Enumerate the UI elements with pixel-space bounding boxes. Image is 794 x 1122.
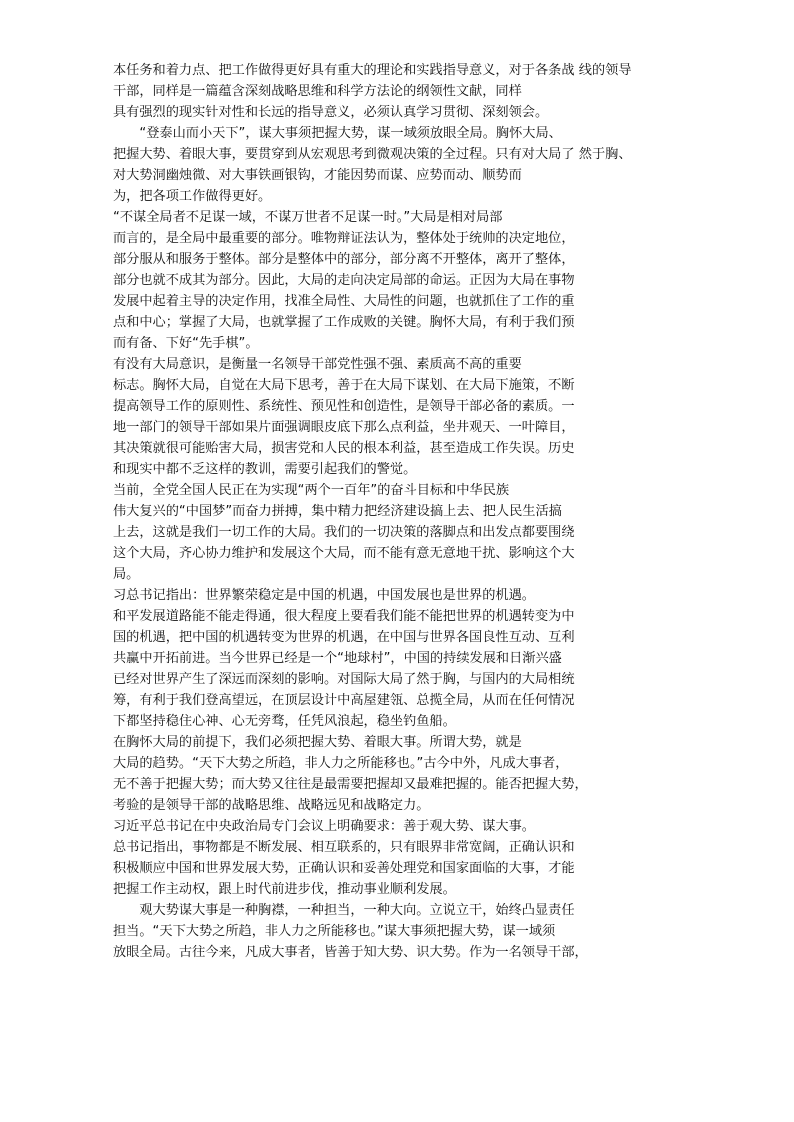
- text-line: 大局的趋势。“天下大势之所趋，非人力之所能移也。”古今中外，凡成大事者，: [113, 756, 569, 771]
- text-line: 上去，这就是我们一切工作的大局。我们的一切决策的落脚点和出发点都要围绕: [113, 525, 575, 540]
- text-line: 放眼全局。古往今来，凡成大事者，皆善于知大势、识大势。作为一名领导干部，: [113, 945, 588, 960]
- text-line: 伟大复兴的“中国梦”而奋力拼搏，集中精力把经济建设搞上去、把人民生活搞: [113, 504, 562, 519]
- text-line: 习近平总书记在中央政治局专门会议上明确要求：善于观大势、谋大事。: [113, 819, 535, 834]
- text-line: 观大势谋大事是一种胸襟，一种担当，一种大向。立说立干，始终凸显责任: [113, 903, 575, 918]
- text-line: 已经对世界产生了深远而深刻的影响。对国际大局了然于胸，与国内的大局相统: [113, 672, 575, 687]
- text-line: 为，把各项工作做得更好。: [113, 189, 272, 204]
- text-line: 把握工作主动权，跟上时代前进步伐，推动事业顺利发展。: [113, 882, 456, 897]
- text-line: 下都坚持稳住心神、心无旁骛，任凭风浪起，稳坐钓鱼船。: [113, 714, 456, 729]
- text-line: 筹，有利于我们登高望远，在顶层设计中高屋建瓴、总揽全局，从而在任何情况: [113, 693, 575, 708]
- text-line: 这个大局，齐心协力维护和发展这个大局，而不能有意无意地干扰、影响这个大: [113, 546, 575, 561]
- text-line: 对大势洞幽烛微、对大事铁画银钩，才能因势而谋、应势而动、顺势而: [113, 168, 522, 183]
- text-line: 标志。胸怀大局，自觉在大局下思考，善于在大局下谋划、在大局下施策，不断: [113, 378, 575, 393]
- text-line: 有没有大局意识，是衡量一名领导干部党性强不强、素质高不高的重要: [113, 357, 522, 372]
- text-line: 干部，同样是一篇蕴含深刻战略思维和科学方法论的纲领性文献，同样: [113, 84, 522, 99]
- text-line: 本任务和着力点、把工作做得更好具有重大的理论和实践指导意义，对于各条战 线的领导: [113, 63, 632, 78]
- text-line: 担当。“天下大势之所趋，非人力之所能移也。”谋大事须把握大势，谋一域须: [113, 924, 556, 939]
- text-line: 和平发展道路能不能走得通，很大程度上要看我们能不能把世界的机遇转变为中: [113, 609, 575, 624]
- text-line: 地一部门的领导干部如果片面强调眼皮底下那么点利益，坐井观天、一叶障目，: [113, 420, 575, 435]
- text-line: 而有备、下好“先手棋”。: [113, 336, 259, 351]
- text-line: 发展中起着主导的决定作用，找准全局性、大局性的问题，也就抓住了工作的重: [113, 294, 575, 309]
- text-line: 当前，全党全国人民正在为实现“两个一百年”的奋斗目标和中华民族: [113, 483, 510, 498]
- text-line: 共赢中开拓前进。当今世界已经是一个“地球村”，中国的持续发展和日渐兴盛: [113, 651, 562, 666]
- text-line: 提高领导工作的原则性、系统性、预见性和创造性，是领导干部必备的素质。一: [113, 399, 575, 414]
- text-line: 考验的是领导干部的战略思维、战略远见和战略定力。: [113, 798, 430, 813]
- text-line: 部分也就不成其为部分。因此，大局的走向决定局部的命运。正因为大局在事物: [113, 273, 575, 288]
- text-line: 和现实中都不乏这样的教训，需要引起我们的警觉。: [113, 462, 417, 477]
- text-line: 无不善于把握大势；而大势又往往是最需要把握却又最难把握的。能否把握大势，: [113, 777, 588, 792]
- text-line: 其决策就很可能贻害大局，损害党和人民的根本利益，甚至造成工作失误。历史: [113, 441, 575, 456]
- text-line: 习总书记指出：世界繁荣稳定是中国的机遇，中国发展也是世界的机遇。: [113, 588, 535, 603]
- text-line: “不谋全局者不足谋一域，不谋万世者不足谋一时。”大局是相对局部: [113, 210, 503, 225]
- text-line: 把握大势、着眼大事，要贯穿到从宏观思考到微观决策的全过程。只有对大局了 然于胸、: [113, 147, 632, 162]
- text-line: 具有强烈的现实针对性和长远的指导意义，必须认真学习贯彻、深刻领会。: [113, 105, 549, 120]
- text-line: 积极顺应中国和世界发展大势，正确认识和妥善处理党和国家面临的大事，才能: [113, 861, 575, 876]
- text-line: 部分服从和服务于整体。部分是整体中的部分，部分离不开整体，离开了整体，: [113, 252, 575, 267]
- text-line: “登泰山而小天下”，谋大事须把握大势，谋一域须放眼全局。胸怀大局、: [113, 126, 562, 141]
- text-line: 国的机遇，把中国的机遇转变为世界的机遇，在中国与世界各国良性互动、互利: [113, 630, 575, 645]
- text-line: 局。: [113, 567, 140, 582]
- text-line: 点和中心；掌握了大局，也就掌握了工作成败的关键。胸怀大局，有利于我们预: [113, 315, 575, 330]
- text-line: 在胸怀大局的前提下，我们必须把握大势、着眼大事。所谓大势，就是: [113, 735, 522, 750]
- text-line: 总书记指出，事物都是不断发展、相互联系的，只有眼界非常宽阔，正确认识和: [113, 840, 575, 855]
- text-line: 而言的，是全局中最重要的部分。唯物辩证法认为，整体处于统帅的决定地位，: [113, 231, 575, 246]
